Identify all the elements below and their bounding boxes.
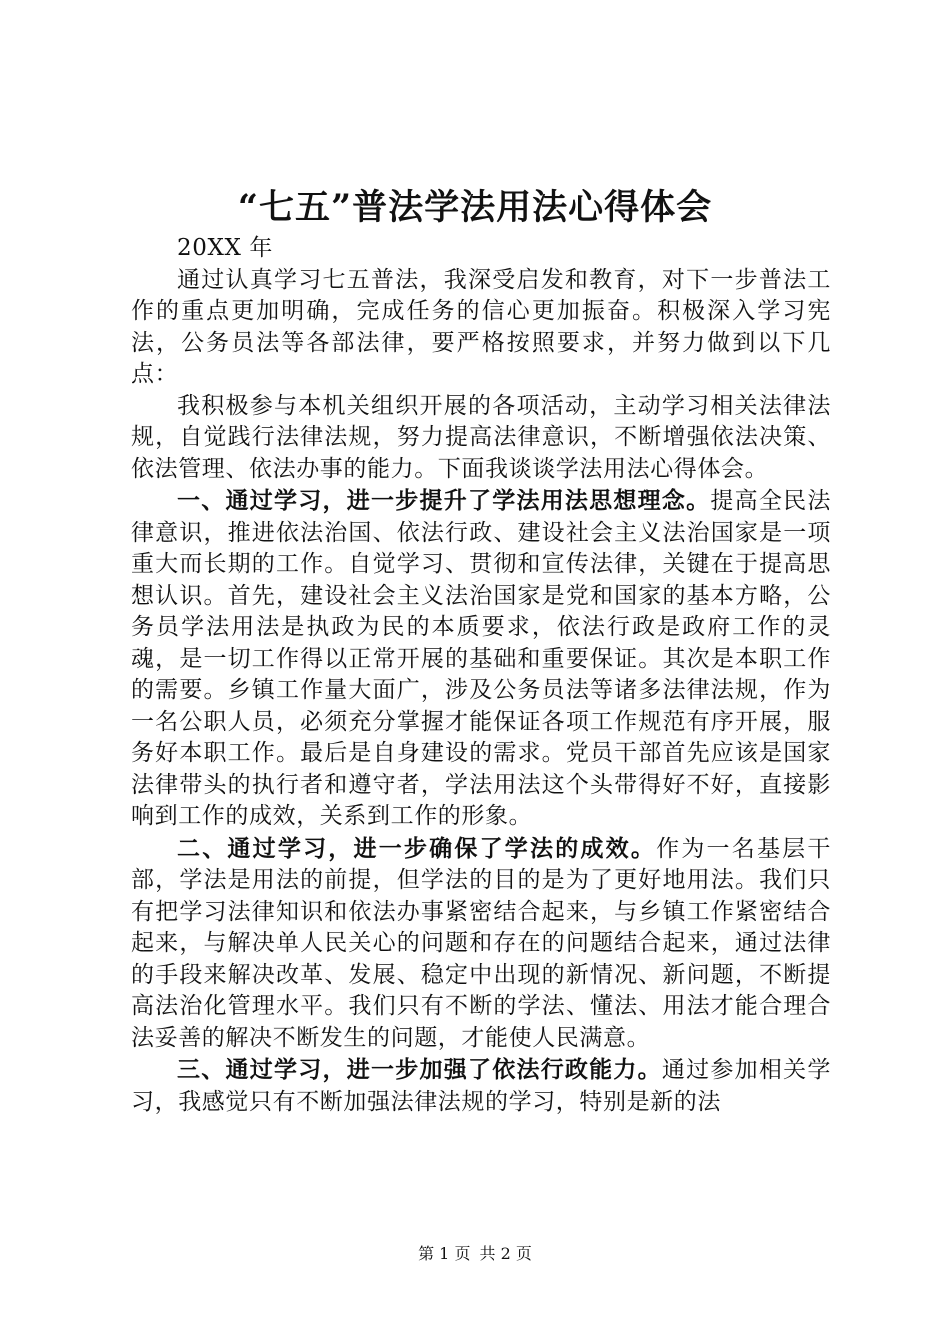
date-line: 20XX 年 xyxy=(177,235,273,261)
paragraph-text: 作为一名基层干部，学法是用法的前提，但学法的目的是为了更好地用法。我们只有把学习法律知识和依法办事紧密结合起来，与乡镇工作紧密结合起来，与解决单人民关心的问题和存在的问题结合起来，通过法律的手段来解决改革、发展、稳定中出现的新情况、新问题，不断提高法治化管理水平。我们只有不断的学法、懂法、用法才能合理合法妥善的解决不断发生的问题，才能使人民满意。 xyxy=(131,835,832,1051)
page-footer xyxy=(0,1243,950,1265)
paragraph-activities xyxy=(131,391,831,486)
paragraph-section-3 xyxy=(131,1054,831,1118)
section-heading: 二、通过学习，进一步确保了学法的成效。 xyxy=(177,834,657,862)
paragraph-section-2 xyxy=(131,833,831,1055)
section-heading: 三、通过学习，进一步加强了依法行政能力。 xyxy=(177,1056,662,1083)
document-body xyxy=(131,233,831,1118)
paragraph-intro xyxy=(131,265,831,391)
page-number: 第 1 页 xyxy=(418,1244,471,1263)
document-title: “七五”普法学法用法心得体会 xyxy=(237,187,713,228)
paragraph-section-1 xyxy=(131,485,831,833)
paragraph-text: 我积极参与本机关组织开展的各项活动，主动学习相关法律法规，自觉践行法律法规，努力提高法律意识，不断增强依法决策、依法管理、依法办事的能力。下面我谈谈学法用法心得体会。 xyxy=(131,392,831,482)
section-heading: 一、通过学习，进一步提升了学法用法思想理念。 xyxy=(177,487,711,514)
paragraph-text: 通过参加相关学习，我感觉只有不断加强法律法规的学习，特别是新的法 xyxy=(131,1057,831,1115)
page-total: 共 2 页 xyxy=(479,1244,532,1263)
paragraph-text: 提高全民法律意识，推进依法治国、依法行政、建设社会主义法治国家是一项重大而长期的工作。自觉学习、贯彻和宣传法律，关键在于提高思想认识。首先，建设社会主义法治国家是党和国家的基本方略，公务员学法用法是执政为民的本质要求，依法行政是政府工作的灵魂，是一切工作得以正常开展的基础和重要保证。其次是本职工作的需要。乡镇工作量大面广，涉及公务员法等诸多法律法规，作为一名公职人员，必须充分掌握才能保证各项工作规范有序开展，服务好本职工作。最后是自身建设的需求。党员干部首先应该是国家法律带头的执行者和遵守者，学法用法这个头带得好不好，直接影响到工作的成效，关系到工作的形象。 xyxy=(131,488,832,829)
paragraph-text: 通过认真学习七五普法，我深受启发和教育，对下一步普法工作的重点更加明确，完成任务的信心更加振奋。积极深入学习宪法，公务员法等各部法律，要严格按照要求，并努力做到以下几点： xyxy=(131,266,831,387)
